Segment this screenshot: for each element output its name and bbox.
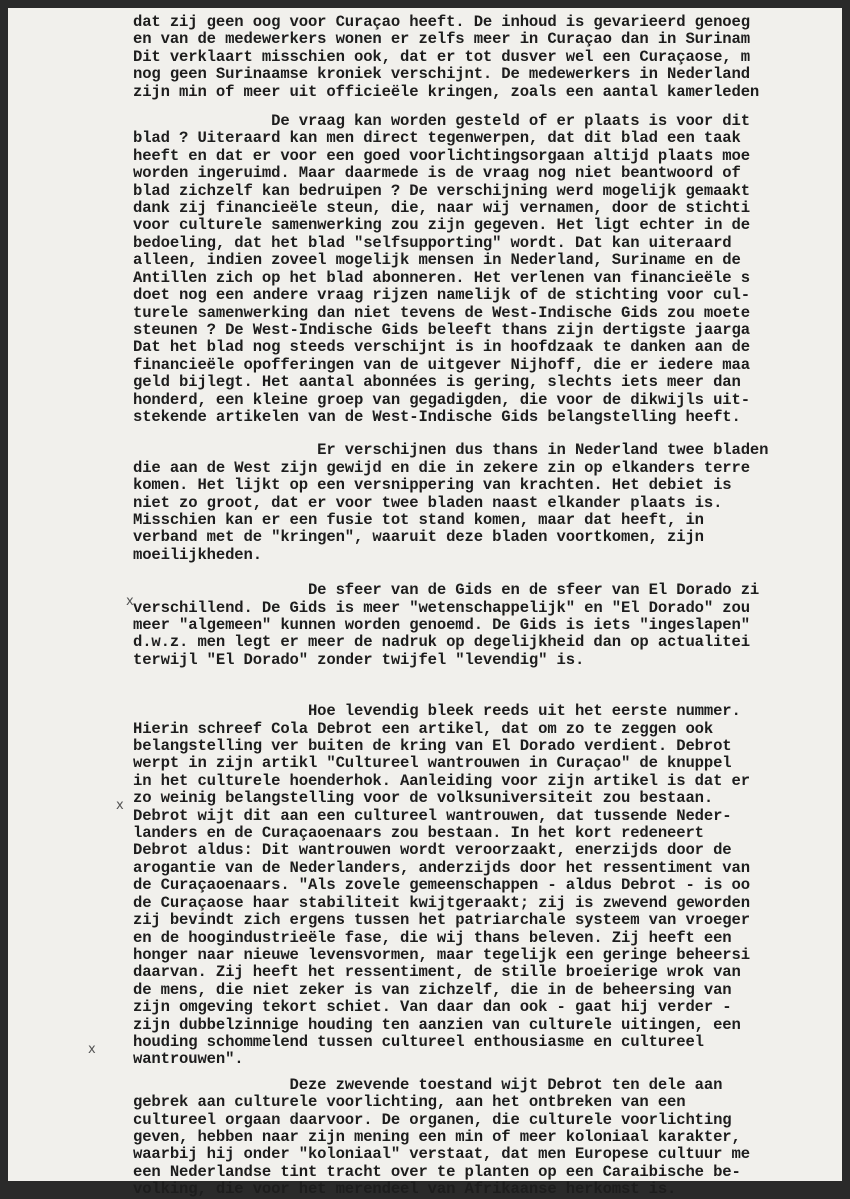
text-line: dank zij financieële steun, die, naar wij vernamen, door de stichti (133, 199, 750, 218)
text-line: worden ingeruimd. Maar daarmede is de vraag nog niet beantwoord of (133, 164, 741, 183)
text-line: gebrek aan culturele voorlichting, aan het ontbreken van een (133, 1093, 686, 1112)
text-line: Antillen zich op het blad abonneren. Het verlenen van financieële s (133, 268, 750, 287)
text-line: De vraag kan worden gesteld of er plaats is voor dit (133, 112, 750, 131)
text-line: bedoeling, dat het blad "selfsupporting" wordt. Dat kan uiteraard (133, 233, 732, 252)
text-line: nog geen Surinaamse kroniek verschijnt. De medewerkers in Nederland (133, 65, 750, 84)
text-line: volking, die voor het merendeel van Afrikaanse herkomst is. (133, 1180, 677, 1199)
typewritten-text (133, 14, 833, 1199)
paragraph (133, 113, 833, 426)
text-line: moeilijkheden. (133, 545, 262, 564)
text-line: niet zo groot, dat er voor twee bladen naast elkander plaats is. (133, 493, 723, 512)
paragraph (133, 14, 833, 101)
text-line: voor culturele samenwerking zou zijn gegeven. Het ligt echter in de (133, 216, 750, 235)
text-line: financieële opofferingen van de uitgever Nijhoff, die er iedere maa (133, 355, 750, 374)
margin-mark: x (88, 1042, 96, 1057)
margin-mark: x (126, 594, 134, 609)
text-line: wantrouwen". (133, 1050, 244, 1069)
text-line: terwijl "El Dorado" zonder twijfel "levendig" is. (133, 650, 585, 669)
text-line: heeft en dat er voor een goed voorlichtingsorgaan altijd plaats moe (133, 146, 750, 165)
text-line: zijn min of meer uit officieële kringen, zoals een aantal kamerleden (133, 82, 760, 101)
text-line: cultureel orgaan daarvoor. De organen, die culturele voorlichting (133, 1110, 732, 1129)
text-line: Er verschijnen dus thans in Nederland twee bladen (133, 441, 769, 460)
text-line: verband met de "kringen", waaruit deze bladen voortkomen, zijn (133, 528, 704, 547)
text-line: Dit verklaart misschien ook, dat er tot dusver wel een Curaçaose, m (133, 47, 750, 66)
paragraph (133, 703, 833, 1069)
text-line: alleen, indien zoveel mogelijk mensen in Nederland, Suriname en de (133, 251, 741, 270)
text-line: Hierin schreef Cola Debrot een artikel, dat om zo te zeggen ook (133, 719, 714, 738)
text-line: steunen ? De West-Indische Gids beleeft thans zijn dertigste jaarga (133, 320, 750, 339)
text-line: meer "algemeen" kunnen worden genoemd. De Gids is iets "ingeslapen" (133, 616, 750, 634)
text-line: de Curaçaoenaars. "Als zovele gemeenschappen - aldus Debrot - is oo (133, 876, 750, 895)
text-line: zo weinig belangstelling voor de volksuniversiteit zou bestaan. (133, 789, 714, 808)
text-line: zijn dubbelzinnige houding ten aanzien van culturele uitingen, een (133, 1015, 741, 1034)
text-line: Debrot wijt dit aan een cultureel wantrouwen, dat tussende Neder- (133, 806, 732, 825)
text-line: Deze zwevende toestand wijt Debrot ten dele aan (133, 1075, 723, 1094)
text-line: honger naar nieuwe levensvormen, maar tegelijk een geringe beheersi (133, 945, 750, 964)
text-line: komen. Het lijkt op een versnippering van krachten. Het debiet is (133, 476, 732, 495)
text-line: geld bijlegt. Het aantal abonnées is gering, slechts iets meer dan (133, 373, 741, 392)
text-line: De sfeer van de Gids en de sfeer van El Dorado zi (133, 581, 760, 600)
text-line: in het culturele hoenderhok. Aanleiding voor zijn artikel is dat er (133, 771, 750, 790)
text-line: blad zichzelf kan bedruipen ? De verschijning werd mogelijk gemaakt (133, 181, 750, 200)
text-line: verschillend. De Gids is meer "wetenschappelijk" en "El Dorado" zou (133, 598, 750, 617)
paragraph-gap (133, 564, 833, 582)
text-line: waarbij hij onder "koloniaal" verstaat, dat men Europese cultuur me (133, 1145, 750, 1164)
text-line: en van de medewerkers wonen er zelfs meer in Curaçao dan in Surinam (133, 30, 750, 49)
document-page (8, 8, 842, 1199)
text-line: turele samenwerking dan niet tevens de West-Indische Gids zou moete (133, 303, 750, 322)
text-line: en de hoogindustrieële fase, die wij thans beleven. Zij heeft een (133, 928, 732, 947)
text-line: arogantie van de Nederlanders, anderzijds door het ressentiment van (133, 858, 750, 877)
text-line: belangstelling ver buiten de kring van El Dorado verdient. Debrot (133, 737, 732, 756)
text-line: de mens, die niet zeker is van zichzelf, die in de beheersing van (133, 980, 732, 999)
text-line: Hoe levendig bleek reeds uit het eerste nummer. (133, 702, 741, 721)
text-line: doet nog een andere vraag rijzen namelijk of de stichting voor cul- (133, 286, 750, 305)
text-line: daarvan. Zij heeft het ressentiment, de stille broeierige wrok van (133, 963, 741, 982)
paragraph-gap (133, 426, 833, 442)
text-line: landers en de Curaçaoenaars zou bestaan. In het kort redeneert (133, 824, 704, 843)
text-line: zij bevindt zich ergens tussen het patriarchale systeem van vroeger (133, 911, 750, 930)
text-line: werpt in zijn artikl "Cultureel wantrouwen in Curaçao" de knuppel (133, 754, 732, 773)
text-line: d.w.z. men legt er meer de nadruk op degelijkheid dan op actualitei (133, 633, 750, 652)
text-line: die aan de West zijn gewijd en die in zekere zin op elkanders terre (133, 458, 750, 477)
margin-mark: x (116, 798, 124, 813)
text-line: houding schommelend tussen cultureel enthousiasme en cultureel (133, 1032, 704, 1051)
text-line: Debrot aldus: Dit wantrouwen wordt veroorzaakt, enerzijds door de (133, 841, 732, 860)
text-line: een Nederlandse tint tracht over te planten op een Caraibische be- (133, 1162, 741, 1181)
text-line: de Curaçaose haar stabiliteit kwijtgeraakt; zij is zwevend geworden (133, 893, 750, 912)
text-line: zijn omgeving tekort schiet. Van daar dan ook - gaat hij verder - (133, 998, 732, 1017)
text-line: blad ? Uiteraard kan men direct tegenwerpen, dat dit blad een taak (133, 129, 741, 148)
paragraph-gap (133, 669, 833, 703)
text-line: dat zij geen oog voor Curaçao heeft. De inhoud is gevarieerd genoeg (133, 13, 750, 31)
text-line: geven, hebben naar zijn mening een min of meer koloniaal karakter, (133, 1127, 741, 1146)
paragraph (133, 1077, 833, 1199)
text-line: stekende artikelen van de West-Indische Gids belangstelling heeft. (133, 407, 741, 426)
text-line: honderd, een kleine groep van gegadigden, die voor de dikwijls uit- (133, 390, 750, 409)
text-line: Misschien kan er een fusie tot stand komen, maar dat heeft, in (133, 510, 704, 529)
paragraph (133, 582, 833, 669)
text-line: Dat het blad nog steeds verschijnt is in hoofdzaak te danken aan de (133, 338, 750, 357)
paragraph (133, 442, 833, 564)
